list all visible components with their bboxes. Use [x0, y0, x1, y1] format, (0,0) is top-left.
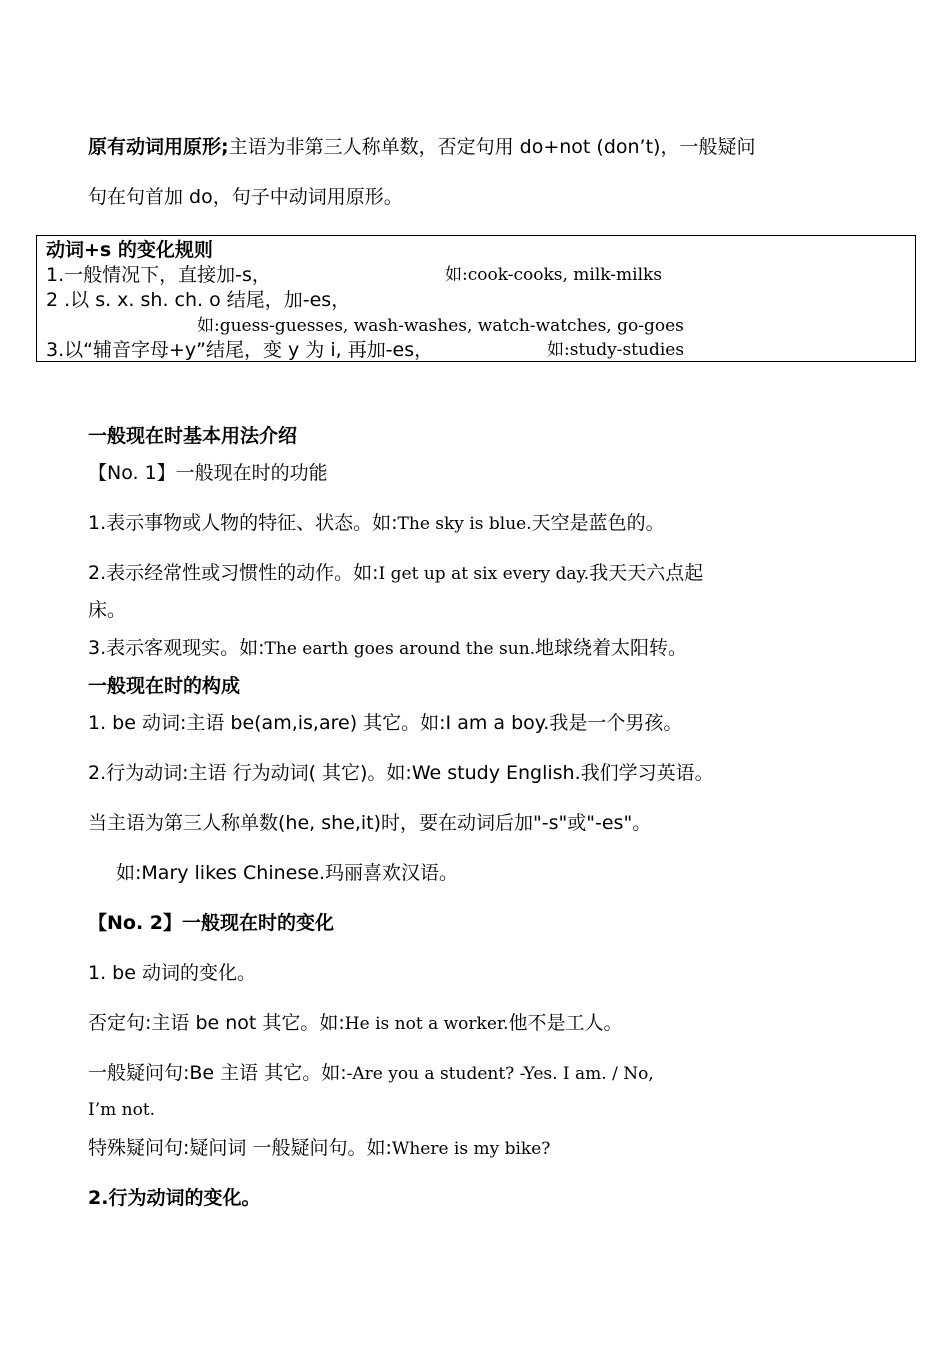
rule-1-example: 如:cook-cooks, milk-milks: [445, 265, 663, 285]
general-question-example: -Are you a student? -Yes. I am. / No,: [346, 1064, 654, 1084]
negative-sentence-example: He is not a worker.: [344, 1014, 509, 1034]
usage-point-3: [88, 636, 687, 661]
usage-point-1: [88, 511, 665, 536]
structure-1: 1. be 动词:主语 be(am,is,are) 其它。如:I am a boy.我是一个男孩。: [88, 712, 683, 734]
intro-text: 主语为非第三人称单数，否定句用 do+not (don’t)，一般疑问: [228, 136, 756, 158]
general-question-text: 一般疑问句:Be 主语 其它。如:: [88, 1062, 347, 1084]
structure-heading: 一般现在时的构成: [88, 675, 241, 697]
general-question: [88, 1061, 654, 1086]
special-question-text: 特殊疑问句:疑问词 一般疑问句。如:: [88, 1137, 392, 1159]
negative-sentence: [88, 1011, 623, 1036]
structure-2: 2.行为动词:主语 行为动词( 其它)。如:We study English.我们学习英语。: [88, 762, 714, 784]
rule-2: 2 .以 s. x. sh. ch. o 结尾，加-es，: [46, 289, 351, 311]
special-question-example: Where is my bike?: [391, 1139, 551, 1159]
no2-heading: 【No. 2】一般现在时的变化: [88, 912, 335, 934]
change-2: 2.行为动词的变化。: [88, 1187, 261, 1209]
intro-line-2: 句在句首加 do，句子中动词用原形。: [88, 186, 403, 208]
rule-3: 3.以“辅音字母+y”结尾，变 y 为 i, 再加-es，: [46, 339, 434, 361]
rule-1: 1.一般情况下，直接加-s，: [46, 264, 271, 286]
usage-point-2-example: I get up at six every day.: [378, 564, 590, 584]
no1-heading: 【No. 1】一般现在时的功能: [88, 462, 328, 484]
rule-box: [36, 235, 916, 362]
usage-point-3-text: 3.表示客观现实。如:: [88, 637, 265, 659]
negative-sentence-translation: 他不是工人。: [508, 1012, 623, 1034]
rule-3-example: 如:study-studies: [547, 340, 685, 360]
negative-sentence-text: 否定句:主语 be not 其它。如:: [88, 1012, 345, 1034]
usage-point-2-translation: 我天天六点起: [589, 562, 704, 584]
general-question-cont: I’m not.: [88, 1100, 156, 1120]
rule-2-example: 如:guess-guesses, wash-washes, watch-watches, go-goes: [197, 316, 684, 336]
usage-heading: 一般现在时基本用法介绍: [88, 425, 298, 447]
structure-4: 如:Mary likes Chinese.玛丽喜欢汉语。: [116, 862, 458, 884]
intro-bold: 原有动词用原形;: [88, 136, 229, 158]
usage-point-3-translation: 地球绕着太阳转。: [535, 637, 688, 659]
usage-point-1-example: The sky is blue.: [397, 514, 532, 534]
special-question: [88, 1136, 550, 1161]
structure-3: 当主语为第三人称单数(he, she,it)时，要在动词后加"-s"或"-es"。: [88, 812, 652, 834]
usage-point-2-text: 2.表示经常性或习惯性的动作。如:: [88, 562, 379, 584]
change-1: 1. be 动词的变化。: [88, 962, 256, 984]
usage-point-2: [88, 561, 703, 586]
rule-box-title: 动词+s 的变化规则: [46, 239, 213, 261]
usage-point-1-translation: 天空是蓝色的。: [531, 512, 665, 534]
intro-line-1: [88, 135, 755, 159]
usage-point-2-cont: 床。: [88, 599, 127, 621]
usage-point-1-text: 1.表示事物或人物的特征、状态。如:: [88, 512, 398, 534]
usage-point-3-example: The earth goes around the sun.: [264, 639, 536, 659]
